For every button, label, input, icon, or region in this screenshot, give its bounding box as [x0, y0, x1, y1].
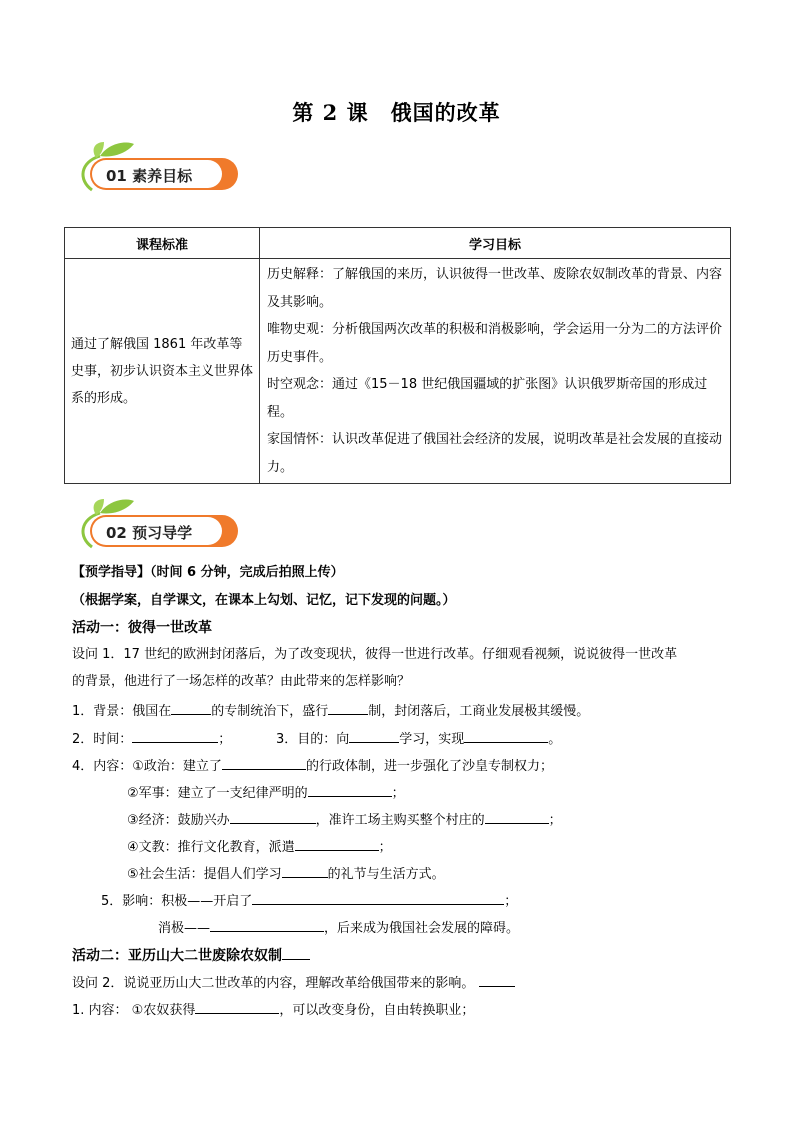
answer-blank[interactable]	[464, 728, 548, 743]
answer-blank[interactable]	[282, 863, 328, 878]
time-line: 2．时间： ；	[72, 728, 231, 749]
content-society-line: ⑤社会生活：提倡人们学习 的礼节与生活方式。	[127, 863, 445, 884]
section-badge-02	[72, 497, 242, 553]
section-name: 素养目标	[132, 167, 193, 185]
guide-line-1: 【预学指导】（时间 6 分钟，完成后拍照上传）	[72, 565, 344, 580]
activity2-content-line: 1. 内容： ①农奴获得 ，可以改变身份，自由转换职业；	[72, 999, 474, 1020]
content-economy-line: ③经济：鼓励兴办 ，准许工场主购买整个村庄的 ；	[127, 809, 562, 830]
answer-blank[interactable]	[308, 782, 392, 797]
question-1-line-2: 的背景，他进行了一场怎样的改革？由此带来的怎样影响？	[72, 674, 411, 689]
answer-blank[interactable]	[195, 999, 279, 1014]
table-header-standard: 课程标准	[65, 228, 260, 259]
section-badge-01	[72, 140, 242, 196]
content-education-line: ④文教：推行文化教育，派遣 ；	[127, 836, 392, 857]
section-number: 02	[106, 524, 127, 542]
goals-cell	[260, 259, 731, 484]
answer-blank[interactable]	[328, 700, 368, 715]
answer-blank[interactable]	[230, 809, 316, 824]
answer-blank[interactable]	[171, 700, 211, 715]
impact-positive-line: 5．影响：积极——开启了 ；	[101, 890, 517, 911]
heading-underline	[282, 945, 310, 960]
answer-blank[interactable]	[485, 809, 549, 824]
answer-blank[interactable]	[222, 755, 306, 770]
page-title: 第 2 课 俄国的改革	[292, 100, 501, 125]
goal-line: 3．目的：向 学习，实现 。	[276, 728, 561, 749]
impact-negative-line: 消极—— ，后来成为俄国社会发展的障碍。	[158, 917, 519, 938]
answer-blank[interactable]	[349, 728, 399, 743]
activity2-heading: 活动二：亚历山大二世废除农奴制	[72, 945, 310, 965]
answer-blank[interactable]	[132, 728, 218, 743]
question-1-line-1: 设问 1．17 世纪的欧洲封闭落后，为了改变现状，彼得一世进行改革。仔细观看视频，说说彼得一世改革	[72, 647, 678, 662]
answer-blank[interactable]	[479, 972, 515, 987]
activity1-heading: 活动一：彼得一世改革	[72, 620, 212, 636]
answer-blank[interactable]	[295, 836, 379, 851]
section-number: 01	[106, 167, 127, 185]
content-military-line: ②军事：建立了一支纪律严明的 ；	[127, 782, 405, 803]
goal-item: 时空观念：通过《15－18 世纪俄国疆域的扩张图》认识俄罗斯帝国的形成过程。	[267, 377, 708, 420]
goal-item: 历史解释：了解俄国的来历，认识彼得一世改革、废除农奴制改革的背景、内容及其影响。	[267, 267, 723, 310]
goal-item: 唯物史观：分析俄国两次改革的积极和消极影响，学会运用一分为二的方法评价历史事件。	[267, 322, 723, 365]
table-header-goals: 学习目标	[260, 228, 731, 259]
answer-blank[interactable]	[252, 890, 504, 905]
curriculum-table	[64, 227, 731, 484]
guide-line-2: （根据学案，自学课文，在课本上勾划、记忆，记下发现的问题。）	[72, 593, 456, 608]
section-name: 预习导学	[132, 524, 193, 542]
background-line: 1．背景：俄国在 的专制统治下，盛行 制，封闭落后，工商业发展极其缓慢。	[72, 700, 589, 721]
goal-item: 家国情怀：认识改革促进了俄国社会经济的发展，说明改革是社会发展的直接动力。	[267, 432, 723, 475]
answer-blank[interactable]	[210, 917, 324, 932]
content-politics-line: 4．内容：①政治：建立了 的行政体制，进一步强化了沙皇专制权力；	[72, 755, 553, 776]
standard-cell: 通过了解俄国 1861 年改革等史事，初步认识资本主义世界体系的形成。	[65, 259, 260, 484]
question-2-line: 设问 2．说说亚历山大二世改革的内容，理解改革给俄国带来的影响。	[72, 972, 515, 993]
